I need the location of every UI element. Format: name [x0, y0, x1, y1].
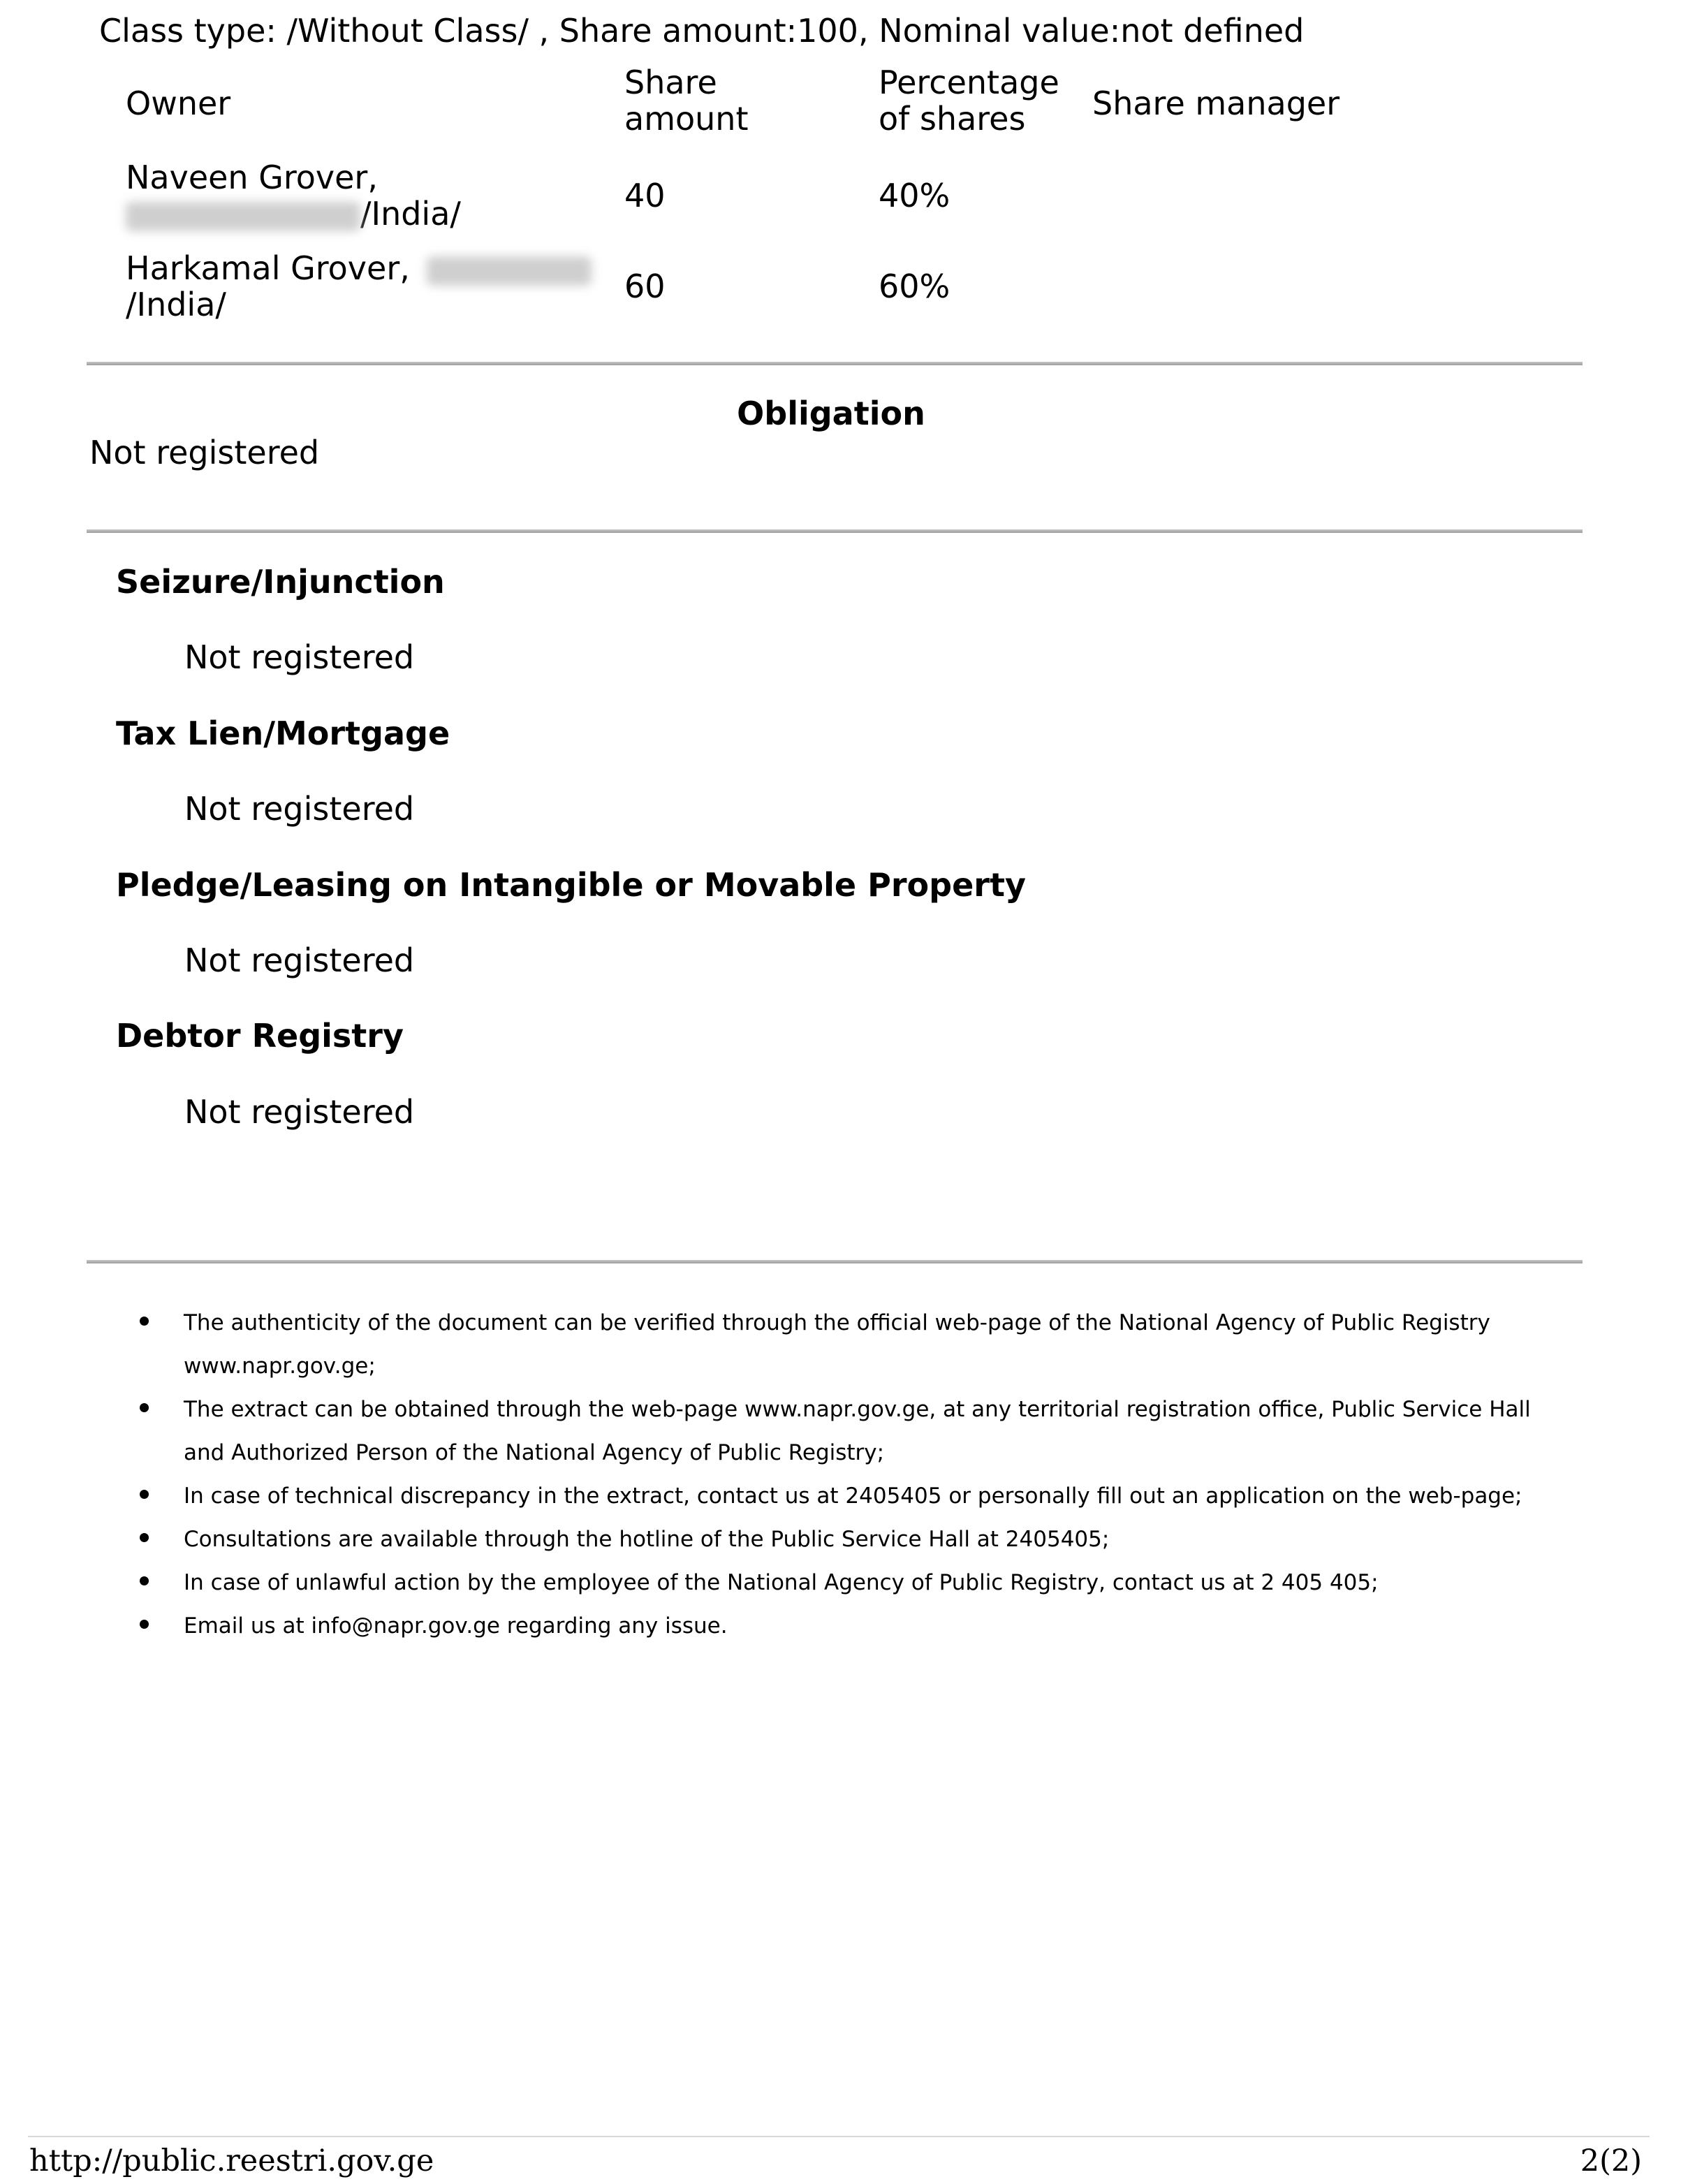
share-manager-column-header: Share manager: [1092, 85, 1340, 122]
redacted-id: [427, 256, 592, 286]
bullet-icon: [140, 1533, 149, 1542]
tax-lien-mortgage-heading: Tax Lien/Mortgage: [116, 714, 450, 752]
share-amount-cell: 60: [624, 267, 666, 305]
percentage-column-header: [879, 64, 1059, 137]
debtor-registry-status: Not registered: [184, 1093, 415, 1131]
debtor-registry-heading: Debtor Registry: [116, 1017, 404, 1055]
list-item: [140, 1518, 1564, 1561]
owner-name: Harkamal Grover,: [126, 249, 410, 287]
share-amount-column-header: [624, 64, 749, 137]
note-text: Consultations are available through the hotline of the Public Service Hall at 2405405;: [184, 1527, 1110, 1552]
note-text: In case of unlawful action by the employee of the National Agency of Public Registry, contact us at 2 405 405;: [184, 1570, 1379, 1595]
page-number: 2(2): [1580, 2143, 1642, 2178]
percentage-header-line1: Percentage: [879, 64, 1059, 101]
owner-name: Naveen Grover,: [126, 159, 378, 196]
list-item: [140, 1301, 1564, 1388]
percentage-cell: 60%: [879, 267, 950, 305]
list-item: [140, 1604, 1564, 1648]
table-row-owner-1: [126, 159, 461, 232]
percentage-cell: 40%: [879, 177, 950, 214]
section-divider: [87, 362, 1583, 365]
owner-country: /India/: [126, 286, 226, 323]
bullet-icon: [140, 1576, 149, 1585]
bullet-icon: [140, 1490, 149, 1499]
share-amount-header-line1: Share: [624, 64, 717, 101]
redacted-id: [126, 202, 360, 231]
pledge-leasing-heading: Pledge/Leasing on Intangible or Movable Property: [116, 866, 1026, 904]
list-item: [140, 1561, 1564, 1604]
owner-identity-line: [126, 196, 461, 232]
percentage-header-line2: of shares: [879, 100, 1026, 138]
bullet-icon: [140, 1403, 149, 1412]
note-text: In case of technical discrepancy in the extract, contact us at 2405405 or personally fill out an application on the web-page;: [184, 1483, 1522, 1509]
table-row-owner-2: [126, 250, 592, 323]
footer-divider: [28, 2136, 1650, 2137]
owner-column-header: Owner: [126, 85, 231, 122]
share-class-summary: Class type: /Without Class/ , Share amount:100, Nominal value:not defined: [99, 12, 1305, 50]
list-item: [140, 1474, 1564, 1518]
list-item: [140, 1388, 1564, 1474]
obligation-title: Obligation: [737, 395, 925, 432]
notes-list: [140, 1301, 1564, 1648]
note-text: The authenticity of the document can be verified through the official web-page of the National Agency of Public Registry www.napr.gov.ge;: [184, 1310, 1490, 1379]
obligation-status: Not registered: [89, 434, 320, 471]
share-amount-header-line2: amount: [624, 100, 749, 138]
note-text: The extract can be obtained through the web-page www.napr.gov.ge, at any territorial registration office, Public Service Hall and Authorized Person of the National Agency of Public Registry;: [184, 1397, 1531, 1465]
seizure-injunction-heading: Seizure/Injunction: [116, 563, 445, 601]
seizure-injunction-status: Not registered: [184, 638, 415, 676]
note-text: Email us at info@napr.gov.ge regarding any issue.: [184, 1613, 728, 1639]
owner-country: /India/: [360, 195, 461, 233]
bullet-icon: [140, 1620, 149, 1629]
share-amount-cell: 40: [624, 177, 666, 214]
pledge-leasing-status: Not registered: [184, 941, 415, 979]
section-divider: [87, 1260, 1583, 1263]
bullet-icon: [140, 1317, 149, 1326]
owner-name-line: [126, 250, 592, 286]
section-divider: [87, 529, 1583, 533]
tax-lien-mortgage-status: Not registered: [184, 790, 415, 828]
footer-url: http://public.reestri.gov.ge: [29, 2143, 434, 2178]
